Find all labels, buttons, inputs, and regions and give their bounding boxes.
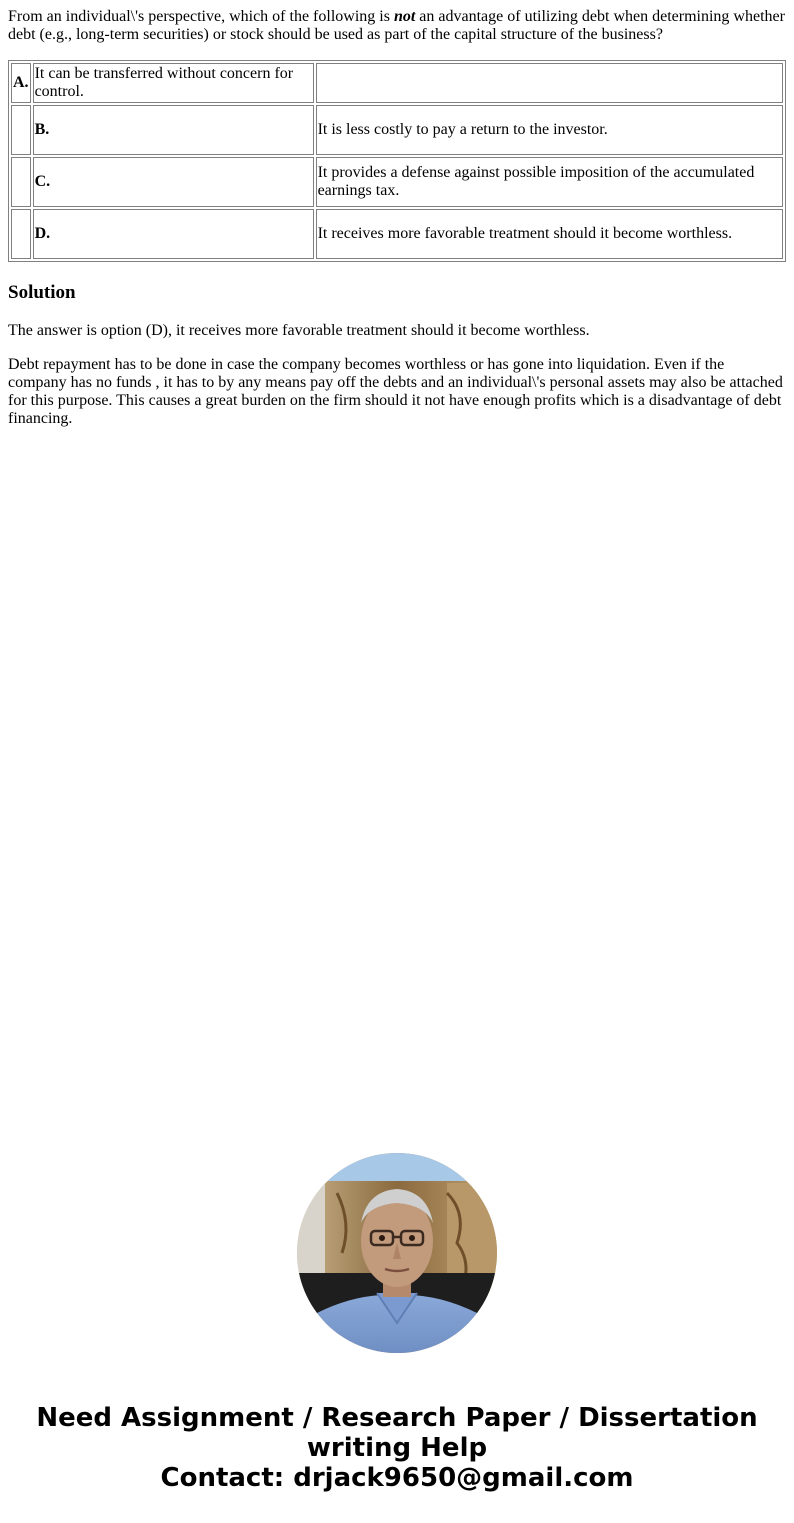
solution-answer: The answer is option (D), it receives more favorable treatment should it become worthless. bbox=[8, 322, 590, 339]
options-table bbox=[8, 60, 786, 262]
promo-line-1: Need Assignment / Research Paper / Dissertation bbox=[36, 1403, 758, 1433]
option-c-letter: C. bbox=[33, 157, 314, 207]
author-portrait-image bbox=[297, 1153, 497, 1353]
promo-contact: Contact: drjack9650@gmail.com bbox=[160, 1463, 634, 1493]
option-c-text: It provides a defense against possible imposition of the accumulated earnings tax. bbox=[316, 157, 783, 207]
option-row-a bbox=[11, 63, 783, 103]
option-a-text: It can be transferred without concern for control. bbox=[33, 63, 314, 103]
author-avatar bbox=[297, 1153, 497, 1353]
question-text bbox=[8, 8, 786, 44]
option-a-empty-cell bbox=[316, 63, 783, 103]
option-row-b bbox=[11, 105, 783, 155]
option-row-c bbox=[11, 157, 783, 207]
question-text-end: an advantage of utilizing debt when determining whether debt (e.g., long-term securities) or stock should be used as part of the capital structure of the business? bbox=[8, 8, 785, 43]
option-c-spacer bbox=[11, 157, 31, 207]
option-a-letter: A. bbox=[11, 63, 31, 103]
question-text-start: From an individual\'s perspective, which of the following is bbox=[8, 8, 394, 25]
promo-banner bbox=[0, 1403, 794, 1493]
option-d-spacer bbox=[11, 209, 31, 259]
solution-heading: Solution bbox=[8, 282, 76, 303]
option-row-d bbox=[11, 209, 783, 259]
solution-explanation: Debt repayment has to be done in case the company becomes worthless or has gone into liquidation. Even if the company has no funds , it has to by any means pay off the debts and an individual\'s personal assets may also be attached for this purpose. This causes a great burden on the firm should it not have enough profits which is a disadvantage of debt financing. bbox=[8, 356, 783, 427]
question-emphasis: not bbox=[393, 8, 416, 25]
promo-line-2: writing Help bbox=[306, 1433, 488, 1463]
document-content bbox=[8, 8, 786, 444]
option-d-letter: D. bbox=[33, 209, 314, 259]
option-b-text: It is less costly to pay a return to the investor. bbox=[316, 105, 783, 155]
option-b-spacer bbox=[11, 105, 31, 155]
option-b-letter: B. bbox=[33, 105, 314, 155]
option-d-text: It receives more favorable treatment should it become worthless. bbox=[316, 209, 783, 259]
